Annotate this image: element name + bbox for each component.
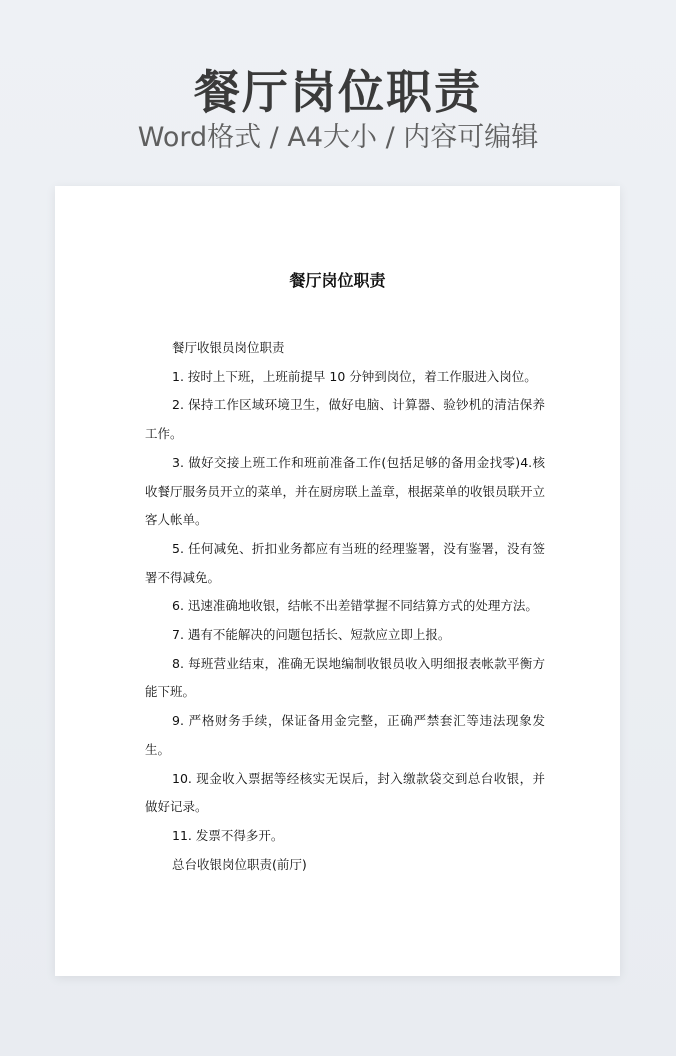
duty-item: 8. 每班营业结束，准确无误地编制收银员收入明细报表帐款平衡方能下班。: [145, 655, 545, 700]
duty-item: 10. 现金收入票据等经核实无误后，封入缴款袋交到总台收银，并做好记录。: [145, 770, 545, 815]
duty-item: 2. 保持工作区域环境卫生，做好电脑、计算器、验钞机的清洁保养工作。: [145, 397, 545, 442]
duty-item: 1. 按时上下班，上班前提早 10 分钟到岗位，着工作服进入岗位。: [172, 368, 537, 384]
duty-item: 6. 迅速准确地收银，结帐不出差错掌握不同结算方式的处理方法。: [172, 598, 538, 614]
section-heading: 餐厅收银员岗位职责: [172, 340, 285, 355]
document-body: [145, 334, 545, 879]
duty-item: 3. 做好交接上班工作和班前准备工作(包括足够的备用金找零)4.核收餐厅服务员开立的菜单，并在厨房联上盖章，根据菜单的收银员联开立客人帐单。: [145, 454, 546, 528]
document-page: [55, 186, 620, 976]
page-title: 餐厅岗位职责: [194, 65, 482, 119]
duty-item: 7. 遇有不能解决的问题包括长、短款应立即上报。: [172, 627, 451, 643]
duty-item: 5. 任何减免、折扣业务都应有当班的经理鉴署，没有鉴署，没有签署不得减免。: [145, 540, 545, 585]
document-title: 餐厅岗位职责: [289, 271, 386, 290]
duty-item: 9. 严格财务手续，保证备用金完整，正确严禁套汇等违法现象发生。: [145, 713, 545, 757]
page-subtitle: Word格式 / A4大小 / 内容可编辑: [137, 122, 539, 153]
section-heading: 总台收银岗位职责(前厅): [172, 856, 307, 872]
duty-item: 11. 发票不得多开。: [172, 827, 284, 843]
